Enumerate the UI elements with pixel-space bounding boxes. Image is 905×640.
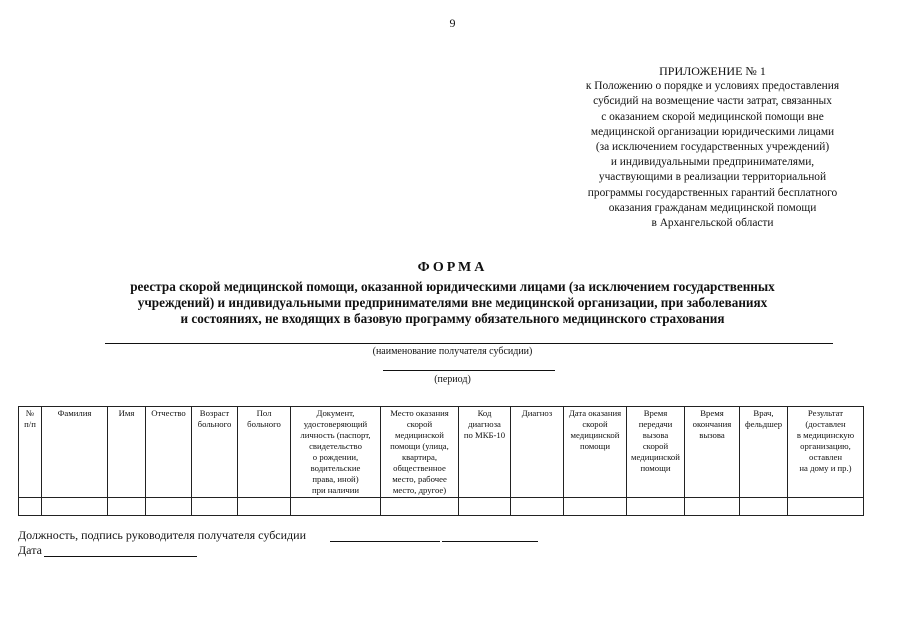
signature-field — [18, 528, 306, 543]
column-header-line: № — [25, 408, 35, 418]
table-cell[interactable] — [42, 498, 108, 516]
column-header-line: скорой — [642, 441, 669, 451]
table-header-row — [19, 407, 864, 498]
column-header-line: скорой — [406, 419, 433, 429]
column-header-line: о рождении, — [312, 452, 359, 462]
table-cell[interactable] — [740, 498, 788, 516]
date-line — [44, 556, 197, 557]
column-header-line: при наличии — [311, 485, 360, 495]
column-header — [381, 407, 459, 498]
registry-table — [18, 406, 864, 516]
form-subtitle-line: и состояниях, не входящих в базовую программу обязательного медицинского страхования — [180, 311, 725, 326]
form-subtitle-line: реестра скорой медицинской помощи, оказанной юридическими лицами (за исключением государственных — [130, 279, 775, 294]
column-header-line: права, иной) — [312, 474, 359, 484]
appendix-line: (за исключением государственных учреждений) — [595, 141, 830, 154]
column-header-line: Диагноз — [521, 408, 553, 418]
column-header-line: Код — [477, 408, 492, 418]
form-subtitle-line: учреждений) и индивидуальными предпринимателями вне медицинской организации, при заболеваниях — [137, 295, 768, 310]
column-header — [291, 407, 381, 498]
column-header-line: вызова — [642, 430, 669, 440]
column-header-line: Результат — [807, 408, 844, 418]
date-field — [18, 543, 42, 558]
column-header-line: свидетельство — [309, 441, 362, 451]
column-header-line: помощи — [579, 441, 610, 451]
appendix-line: в Архангельской области — [651, 217, 774, 230]
signature-name-line — [442, 541, 538, 542]
appendix-line: участвующими в реализации территориальной — [598, 171, 827, 184]
appendix-line: медицинской организации юридическими лицами — [590, 125, 835, 138]
column-header — [788, 407, 864, 498]
signature-label: Должность, подпись руководителя получателя субсидии — [18, 528, 306, 542]
column-header-line: больного — [247, 419, 281, 429]
appendix-header — [555, 64, 870, 231]
table-cell[interactable] — [627, 498, 685, 516]
table-cell[interactable] — [564, 498, 627, 516]
column-header — [740, 407, 788, 498]
column-header-line: личность (паспорт, — [300, 430, 371, 440]
column-header — [42, 407, 108, 498]
column-header-line: водительские — [310, 463, 361, 473]
column-header-line: организацию, — [800, 441, 851, 451]
period-line — [383, 370, 555, 371]
period-caption: (период) — [434, 374, 471, 385]
column-header-line: п/п — [24, 419, 36, 429]
column-header — [192, 407, 238, 498]
date-label: Дата — [18, 543, 42, 557]
table-cell[interactable] — [459, 498, 511, 516]
column-header-line: помощи — [640, 463, 671, 473]
form-heading: ФОРМА — [417, 260, 488, 275]
column-header-line: медицинской — [631, 452, 680, 462]
table-cell[interactable] — [291, 498, 381, 516]
column-header-line: удостоверяющий — [303, 419, 368, 429]
table-cell[interactable] — [238, 498, 291, 516]
column-header-line: Дата оказания — [568, 408, 622, 418]
column-header-line: по МКБ-10 — [463, 430, 506, 440]
column-header-line: место, рабочее — [392, 474, 447, 484]
column-header-line: оставлен — [808, 452, 842, 462]
column-header — [238, 407, 291, 498]
signature-line — [330, 541, 440, 542]
table-cell[interactable] — [685, 498, 740, 516]
appendix-line: с оказанием скорой медицинской помощи вне — [601, 110, 824, 123]
column-header-line: фельдшер — [744, 419, 783, 429]
column-header-line: общественное — [393, 463, 446, 473]
column-header — [627, 407, 685, 498]
column-header-line: на дому и пр.) — [799, 463, 852, 473]
column-header-line: вызова — [699, 430, 725, 440]
column-header-line: окончания — [692, 419, 732, 429]
column-header — [19, 407, 42, 498]
column-header-line: больного — [197, 419, 232, 429]
column-header-line: скорой — [582, 419, 608, 429]
appendix-line: к Положению о порядке и условиях предоставления — [585, 80, 840, 93]
page-number: 9 — [449, 16, 456, 30]
appendix-title: ПРИЛОЖЕНИЕ № 1 — [659, 64, 766, 78]
column-header-line: Врач, — [753, 408, 774, 418]
table-row — [19, 498, 864, 516]
column-header-line: Возраст — [199, 408, 230, 418]
table-cell[interactable] — [146, 498, 192, 516]
column-header-line: Место оказания — [390, 408, 449, 418]
appendix-line: программы государственных гарантий бесплатного — [587, 186, 838, 199]
column-header — [146, 407, 192, 498]
column-header-line: медицинской — [570, 430, 620, 440]
column-header-line: место, другое) — [392, 485, 447, 495]
table-cell[interactable] — [192, 498, 238, 516]
table-cell[interactable] — [381, 498, 459, 516]
column-header-line: в медицинскую — [796, 430, 855, 440]
column-header — [511, 407, 564, 498]
column-header-line: медицинской — [395, 430, 444, 440]
column-header — [108, 407, 146, 498]
column-header-line: диагноза — [468, 419, 501, 429]
column-header-line: помощи (улица, — [390, 441, 449, 451]
column-header-line: Фамилия — [57, 408, 92, 418]
column-header-line: (доставлен — [805, 419, 846, 429]
column-header-line: квартира, — [401, 452, 438, 462]
appendix-line: оказания гражданам медицинской помощи — [608, 201, 817, 214]
column-header — [459, 407, 511, 498]
column-header-line: Имя — [118, 408, 135, 418]
table-cell[interactable] — [19, 498, 42, 516]
column-header — [564, 407, 627, 498]
column-header-line: Время — [643, 408, 668, 418]
column-header-line: Документ, — [316, 408, 355, 418]
column-header-line: передачи — [638, 419, 673, 429]
recipient-caption: (наименование получателя субсидии) — [372, 346, 533, 357]
column-header-line: Пол — [256, 408, 272, 418]
table-cell[interactable] — [511, 498, 564, 516]
appendix-line: и индивидуальными предпринимателями, — [610, 156, 815, 169]
table-cell[interactable] — [108, 498, 146, 516]
recipient-name-line — [105, 343, 833, 344]
form-subtitle — [80, 279, 825, 327]
appendix-line: субсидий на возмещение части затрат, связанных — [593, 95, 832, 108]
column-header — [685, 407, 740, 498]
table-cell[interactable] — [788, 498, 864, 516]
column-header-line: Отчество — [151, 408, 186, 418]
column-header-line: Время — [700, 408, 724, 418]
